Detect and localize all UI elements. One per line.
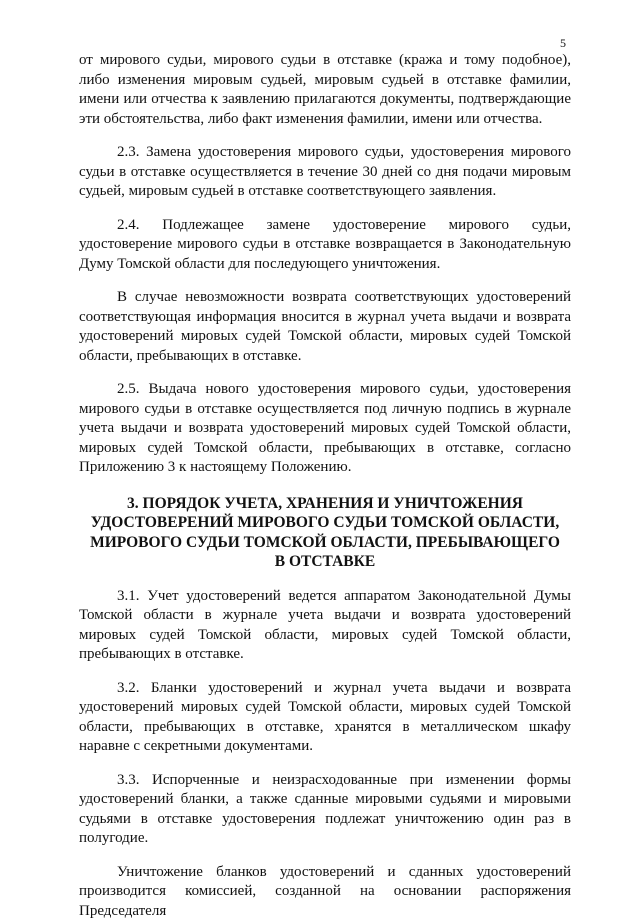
paragraph-3-2: 3.2. Бланки удостоверений и журнал учета выдачи и возврата удостоверений мировых судей Томской области, мировых судей Томской области, пребывающих в отставке, хранятся в металлическом шкафу наравне с секретными документами.	[79, 679, 571, 757]
paragraph-3-1: 3.1. Учет удостоверений ведется аппаратом Законодательной Думы Томской области в журнале учета выдачи и возврата удостоверений мировых судей Томской области, мировых судей Томской области, пребывающих в отставке.	[79, 587, 571, 665]
heading-line-3: МИРОВОГО СУДЬИ ТОМСКОЙ ОБЛАСТИ, ПРЕБЫВАЮЩЕГО	[79, 533, 571, 553]
paragraph-continuation: от мирового судьи, мирового судьи в отставке (кража и тому подобное), либо изменения мировым судьей, мировым судьей в отставке фамилии, имени или отчества к заявлению прилагаются документы, подтверждающие эти обстоятельства, либо факт изменения фамилии, имени или отчества.	[79, 51, 571, 129]
section-heading	[79, 494, 571, 572]
paragraph-3-3: 3.3. Испорченные и неизрасходованные при изменении формы удостоверений бланки, а также сданные мировыми судьями и мировыми судьями в отставке удостоверения подлежат уничтожению один раз в полугодие.	[79, 771, 571, 849]
heading-line-1: 3. ПОРЯДОК УЧЕТА, ХРАНЕНИЯ И УНИЧТОЖЕНИЯ	[79, 494, 571, 514]
paragraph-2-3: 2.3. Замена удостоверения мирового судьи, удостоверения мирового судьи в отставке осуществляется в течение 30 дней со дня подачи мировым судьей, мировым судьей в отставке соответствующего заявления.	[79, 143, 571, 202]
document-body	[79, 51, 571, 921]
heading-line-2: УДОСТОВЕРЕНИЙ МИРОВОГО СУДЬИ ТОМСКОЙ ОБЛАСТИ,	[79, 513, 571, 533]
page-number: 5	[560, 36, 566, 51]
heading-line-4: В ОТСТАВКЕ	[79, 552, 571, 572]
paragraph-2-4: 2.4. Подлежащее замене удостоверение мирового судьи, удостоверение мирового судьи в отставке возвращается в Законодательную Думу Томской области для последующего уничтожения.	[79, 216, 571, 275]
paragraph-2-5: 2.5. Выдача нового удостоверения мирового судьи, удостоверения мирового судьи в отставке осуществляется под личную подпись в журнале учета выдачи и возврата удостоверений мировых судей Томской области, мировых судей Томской области, пребывающих в отставке, согласно Приложению 3 к настоящему Положению.	[79, 380, 571, 478]
paragraph-destruction: Уничтожение бланков удостоверений и сданных удостоверений производится комиссией, созданной на основании распоряжения Председателя	[79, 863, 571, 921]
paragraph-impossibility: В случае невозможности возврата соответствующих удостоверений соответствующая информация вносится в журнал учета выдачи и возврата удостоверений мировых судей Томской области, мировых судей Томской области, пребывающих в отставке.	[79, 288, 571, 366]
